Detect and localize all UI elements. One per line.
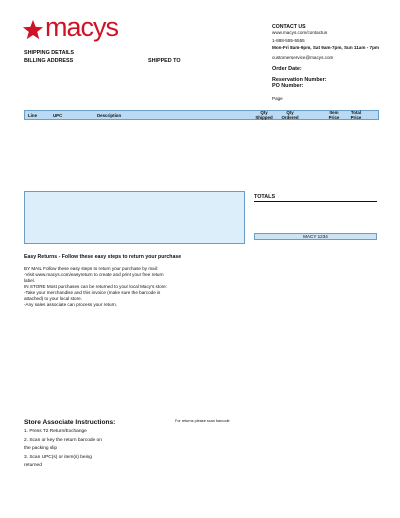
store-step: 1. Press T2 Return/Exchange [24,429,87,434]
order-date-label: Order Date: [272,66,302,72]
column-header-item-price: Item Price [328,110,340,120]
easy-returns-line: label. [24,278,35,283]
easy-returns-line: BY MAIL Follow these easy steps to return your purchase by mail: [24,266,159,271]
easy-returns-title: Easy Returns - Follow these easy steps to return your purchase [24,254,182,260]
column-header-upc: UPC [53,112,63,118]
column-header-total-price: Total Price [350,110,362,120]
store-instructions-steps [24,428,124,471]
column-header-line: Line [28,112,38,118]
reservation-number-label: Reservation Number: [272,77,327,83]
easy-returns-line: -Any sales associate can process your return. [24,302,117,307]
store-step: 3. Scan UPC(s) or item(s) being [24,454,92,460]
message-box [24,191,245,244]
column-header-description: Description [97,112,122,118]
po-number-label: PO Number: [272,83,304,89]
store-instructions-title: Store Associate Instructions: [24,419,116,426]
easy-returns-line: IN STORE Most purchases can be returned to your local Macy's store: [24,284,168,289]
reference-code: MACY 1234 [254,233,377,240]
macys-logo [22,12,119,45]
shipping-details-heading: SHIPPING DETAILS [24,50,74,56]
contact-email[interactable]: customerservice@macys.com [272,55,334,60]
easy-returns-line: -Visit www.macys.com/easyreturn to create and print your free return [24,272,164,277]
shipped-to-heading: SHIPPED TO [148,58,181,64]
store-step: 2. Scan or key the return barcode on [24,437,102,443]
column-header-qty-ordered: Qty Ordered [281,110,299,120]
contact-hours: Mon-Fri 8am-9pm, Sat 9am-7pm, Sun 11am - 7pm [272,45,379,50]
easy-returns-line: -Take your merchandise and this invoice (make sure the barcode is [24,290,161,295]
easy-returns-line: attached) to your local store. [24,296,82,301]
easy-returns-body [24,266,242,308]
store-step: the packing slip [24,446,58,451]
page-label: Page [272,96,283,101]
billing-address-heading: BILLING ADDRESS [24,58,74,64]
items-table-header [24,110,379,120]
totals-divider [254,201,377,202]
column-header-qty-shipped: Qty Shipped [255,110,273,120]
totals-label: TOTALS [254,194,276,200]
contact-phone: 1-888-555-5555 [272,38,305,43]
star-icon [22,19,44,41]
contact-title: CONTACT US [272,24,306,30]
store-step: returned [24,463,42,468]
contact-url[interactable]: www.macys.com/contactus [272,30,328,35]
brand-wordmark: macys [45,12,119,42]
barcode-note: For returns please scan barcode [175,419,230,423]
